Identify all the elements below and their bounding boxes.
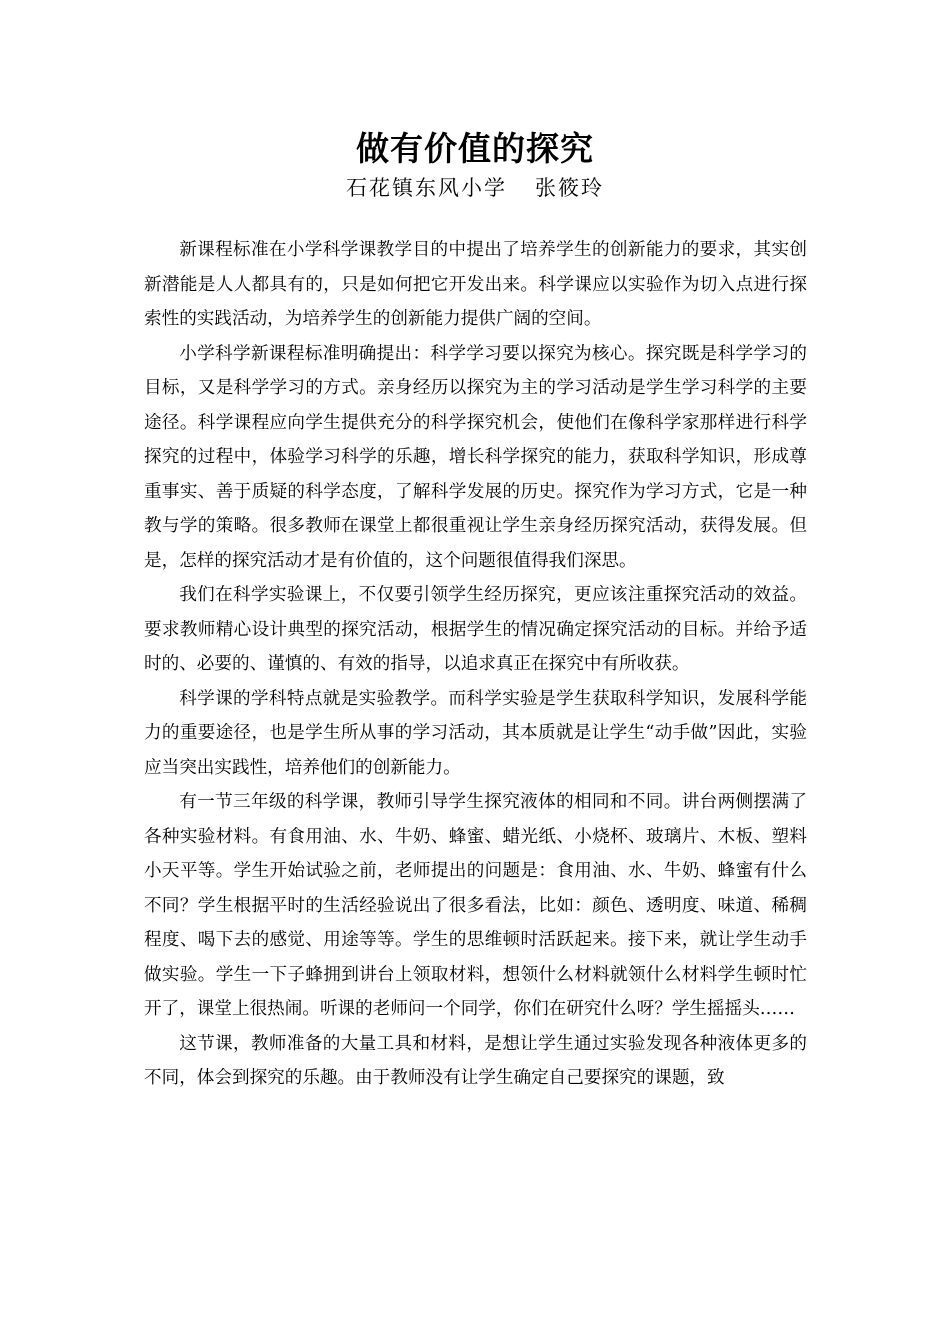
byline-school: 石花镇东风小学 (346, 176, 507, 200)
document-body (144, 233, 807, 1096)
byline-author: 张筱玲 (535, 176, 604, 200)
paragraph-2: 小学科学新课程标准明确提出：科学学习要以探究为核心。探究既是科学学习的目标，又是科学学习的方式。亲身经历以探究为主的学习活动是学生学习科学的主要途径。科学课程应向学生提供充分的科学探究机会，使他们在像科学家那样进行科学探究的过程中，体验学习科学的乐趣，增长科学探究的能力，获取科学知识，形成尊重事实、善于质疑的科学态度，了解科学发展的历史。探究作为学习方式，它是一种教与学的策略。很多教师在课堂上都很重视让学生亲身经历探究活动，获得发展。但是，怎样的探究活动才是有价值的，这个问题很值得我们深思。 (144, 343, 807, 571)
paragraph-4: 科学课的学科特点就是实验教学。而科学实验是学生获取科学知识，发展科学能力的重要途径，也是学生所从事的学习活动，其本质就是让学生“动手做”因此，实验应当突出实践性，培养他们的创新能力。 (144, 688, 807, 778)
paragraph-3: 我们在科学实验课上，不仅要引领学生经历探究，更应该注重探究活动的效益。要求教师精心设计典型的探究活动，根据学生的情况确定探究活动的目标。并给予适时的、必要的、谨慎的、有效的指导，以追求真正在探究中有所收获。 (144, 585, 807, 674)
document-title: 做有价值的探究 (356, 129, 594, 168)
paragraph-1: 新课程标准在小学科学课教学目的中提出了培养学生的创新能力的要求，其实创新潜能是人人都具有的，只是如何把它开发出来。科学课应以实验作为切入点进行探索性的实践活动，为培养学生的创新能力提供广阔的空间。 (144, 240, 807, 329)
byline (0, 174, 950, 202)
paragraph-5: 有一节三年级的科学课，教师引导学生探究液体的相同和不同。讲台两侧摆满了各种实验材料。有食用油、水、牛奶、蜂蜜、蜡光纸、小烧杯、玻璃片、木板、塑料小天平等。学生开始试验之前，老师提出的问题是：食用油、水、牛奶、蜂蜜有什么不同？学生根据平时的生活经验说出了很多看法，比如：颜色、透明度、味道、稀稠程度、喝下去的感觉、用途等等。学生的思维顿时活跃起来。接下来，就让学生动手做实验。学生一下子蜂拥到讲台上领取材料，想领什么材料就领什么材料学生顿时忙开了，课堂上很热闹。听课的老师问一个同学，你们在研究什么呀？学生摇摇头…… (144, 792, 807, 1019)
paragraph-6: 这节课，教师准备的大量工具和材料，是想让学生通过实验发现各种液体更多的不同，体会到探究的乐趣。由于教师没有让学生确定自己要探究的课题，致 (144, 1033, 807, 1088)
